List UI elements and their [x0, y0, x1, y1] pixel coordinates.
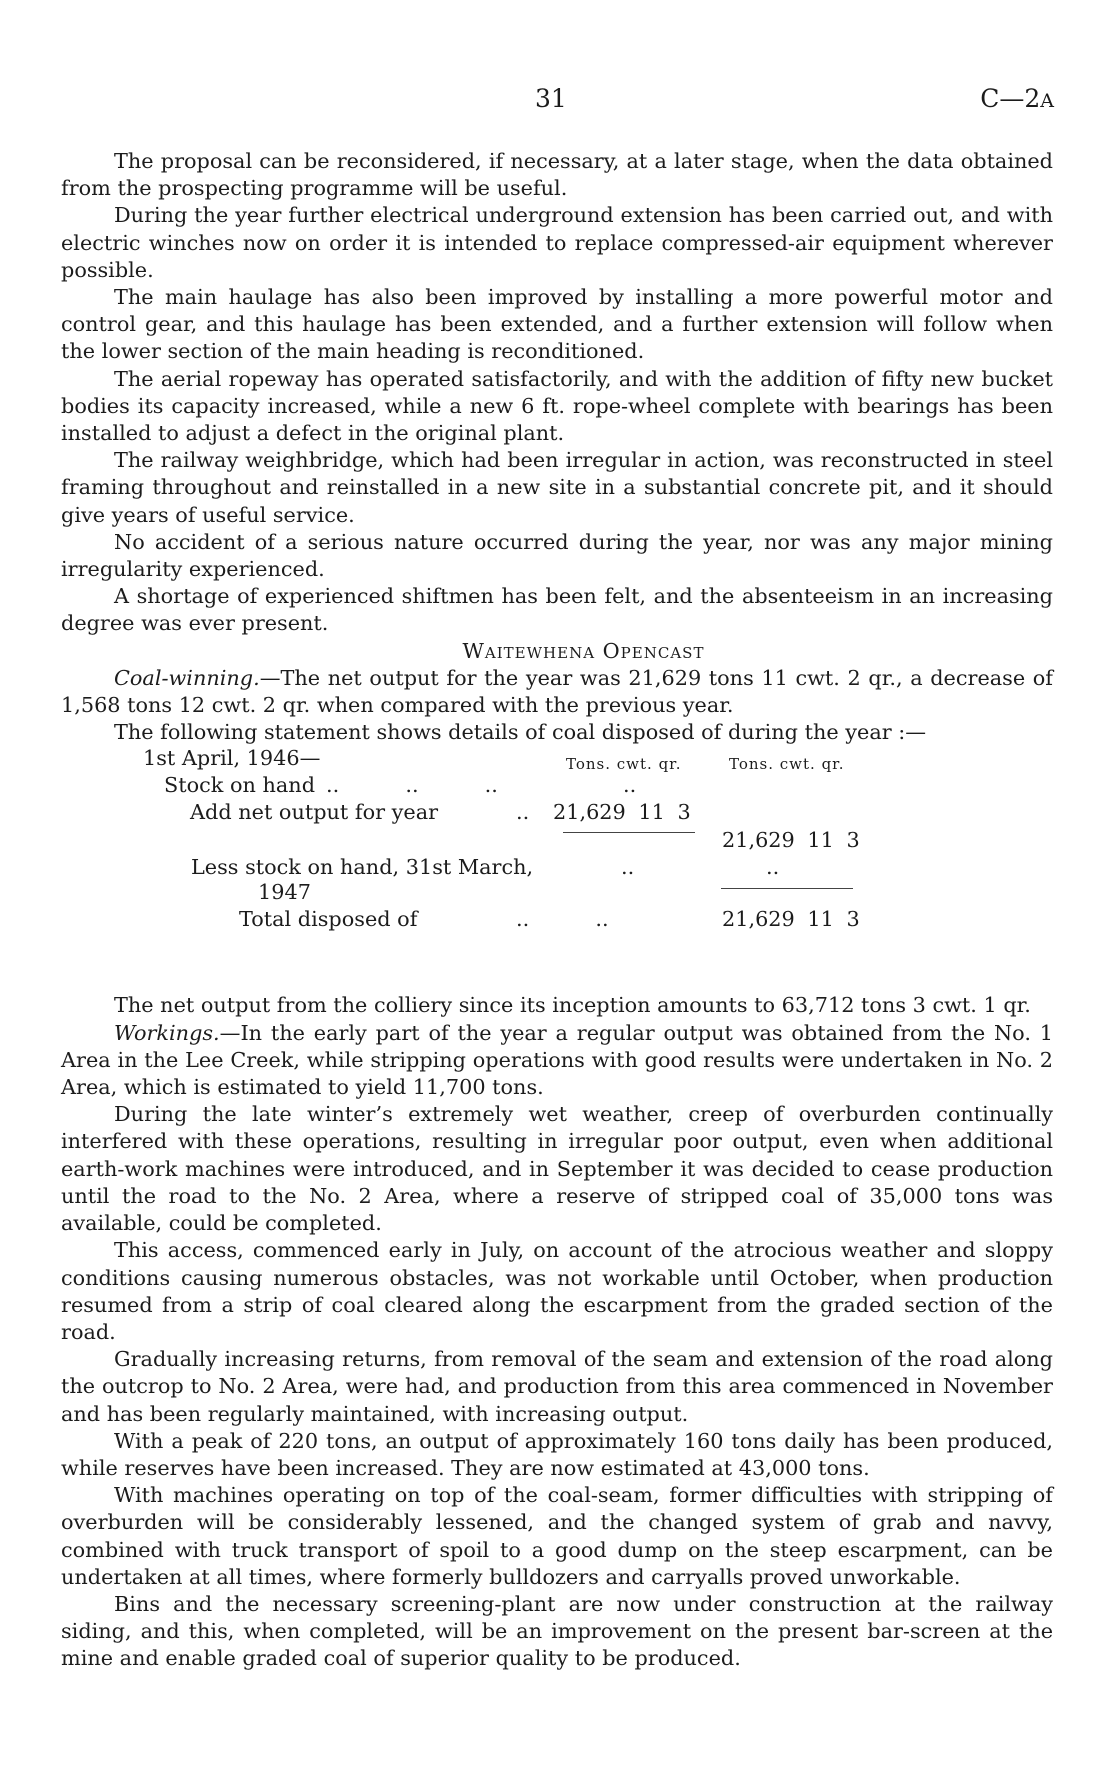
total-disposed-label: Total disposed of [239, 907, 418, 932]
paragraph: During the late winter’s extremely wet weather, creep of overburden continually interfered with these operations, resulting in irregular poor output, even when additional earth-work machines were introduced, and in September it was decided to cease production until the road to the No. 2 Area, where a reserve of stripped coal of 35,000 tons was available, could be completed. [61, 1102, 1053, 1236]
total-rule [721, 888, 853, 889]
page-header [0, 84, 1114, 114]
paragraph: During the year further electrical underground extension has been carried out, and with electric winches now on order it is intended to replace compressed-air equipment wherever possible. [61, 203, 1053, 282]
subtotal-rule [563, 832, 695, 833]
coal-winning-paragraph [61, 665, 1053, 719]
add-dots: .. [516, 800, 530, 825]
coal-statement-table [61, 746, 1053, 992]
paragraph: Bins and the necessary screening-plant are now under construction at the railway siding, and this, when completed, will be an improvement on the present bar-screen at the mine and enable graded coal of superior quality to be produced. [61, 1591, 1053, 1671]
less-stock-label: Less stock on hand, 31st March, [191, 855, 534, 880]
series-prefix: C—2 [980, 84, 1041, 113]
paragraph: The proposal can be reconsidered, if necessary, at a later stage, when the data obtained from the prospecting programme will be useful. [61, 149, 1053, 201]
less-col1-dots: .. [621, 855, 635, 880]
statement-date-label: 1st April, 1946— [143, 746, 321, 771]
paragraph: Gradually increasing returns, from removal of the seam and extension of the road along the outcrop to No. 2 Area, were had, and production from this area commenced in November and has been regularly maintained, with increasing output. [61, 1347, 1053, 1426]
net-output-paragraph: The net output from the colliery since its inception amounts to 63,712 tons 3 cwt. 1 qr. [114, 993, 1031, 1018]
coal-winning-text: —The net output for the year was 21,629 tons 11 cwt. 2 qr., a decrease of 1,568 tons 12 cwt. 2 qr. when compared with the previous year. [61, 665, 1053, 718]
section-heading: Waitewhena Opencast [462, 638, 705, 663]
column-header-2: Tons. cwt. qr. [729, 755, 845, 774]
stock-dots: .. .. .. [326, 773, 498, 798]
series-code [980, 84, 1054, 113]
paragraph: A shortage of experienced shiftmen has been felt, and the absenteeism in an increasing degree was ever present. [61, 584, 1053, 636]
paragraph: This access, commenced early in July, on account of the atrocious weather and sloppy conditions causing numerous obstacles, was not workable until October, when production resumed from a strip of coal cleared along the escarpment from the graded section of the road. [61, 1238, 1053, 1344]
stock-on-hand-label: Stock on hand [164, 773, 316, 798]
subtotal-value: 21,629 11 3 [722, 828, 860, 853]
paragraph: No accident of a serious nature occurred during the year, nor was any major mining irregularity experienced. [61, 529, 1053, 582]
body-text [61, 148, 1053, 1673]
add-net-output-value: 21,629 11 3 [553, 800, 691, 825]
paragraph: The railway weighbridge, which had been irregular in action, was reconstructed in steel framing throughout and reinstalled in a new site in a substantial concrete pit, and it should give years of useful service. [61, 448, 1053, 527]
paragraph: The main haulage has also been improved by installing a more powerful motor and control gear, and this haulage has been extended, and a further extension will follow when the lower section of the main heading is reconditioned. [61, 285, 1053, 364]
stock-col1-dots: .. [623, 773, 637, 798]
column-header-1: Tons. cwt. qr. [566, 755, 682, 774]
statement-intro: The following statement shows details of coal disposed of during the year :— [114, 720, 927, 745]
series-suffix: A [1040, 90, 1054, 112]
total-dots: .. .. [516, 907, 609, 932]
add-net-output-label: Add net output for year [190, 800, 439, 825]
paragraph: With a peak of 220 tons, an output of approximately 160 tons daily has been produced, while reserves have been increased. They are now estimated at 43,000 tons. [61, 1428, 1053, 1480]
less-col2-dots: .. [766, 855, 780, 880]
coal-winning-label: Coal-winning. [114, 665, 260, 690]
less-stock-year: 1947 [258, 880, 311, 905]
workings-text: —In the early part of the year a regular output was obtained from the No. 1 Area in the Lee Creek, while stripping operations with good results were undertaken in No. 2 Area, which is estimated to yield 11,700 tons. [61, 1020, 1053, 1100]
total-disposed-value: 21,629 11 3 [722, 907, 860, 932]
paragraph: With machines operating on top of the coal-seam, former difficulties with stripping of overburden will be considerably lessened, and the changed system of grab and navvy, combined with truck transport of spoil to a good dump on the steep escarpment, can be undertaken at all times, where formerly bulldozers and carryalls proved unworkable. [61, 1483, 1053, 1589]
page-number: 31 [535, 84, 567, 113]
paragraph: The aerial ropeway has operated satisfactorily, and with the addition of fifty new bucket bodies its capacity increased, while a new 6 ft. rope-wheel complete with bearings has been installed to adjust a defect in the original plant. [61, 366, 1053, 446]
workings-label: Workings. [114, 1020, 220, 1045]
workings-paragraph [61, 1020, 1053, 1102]
